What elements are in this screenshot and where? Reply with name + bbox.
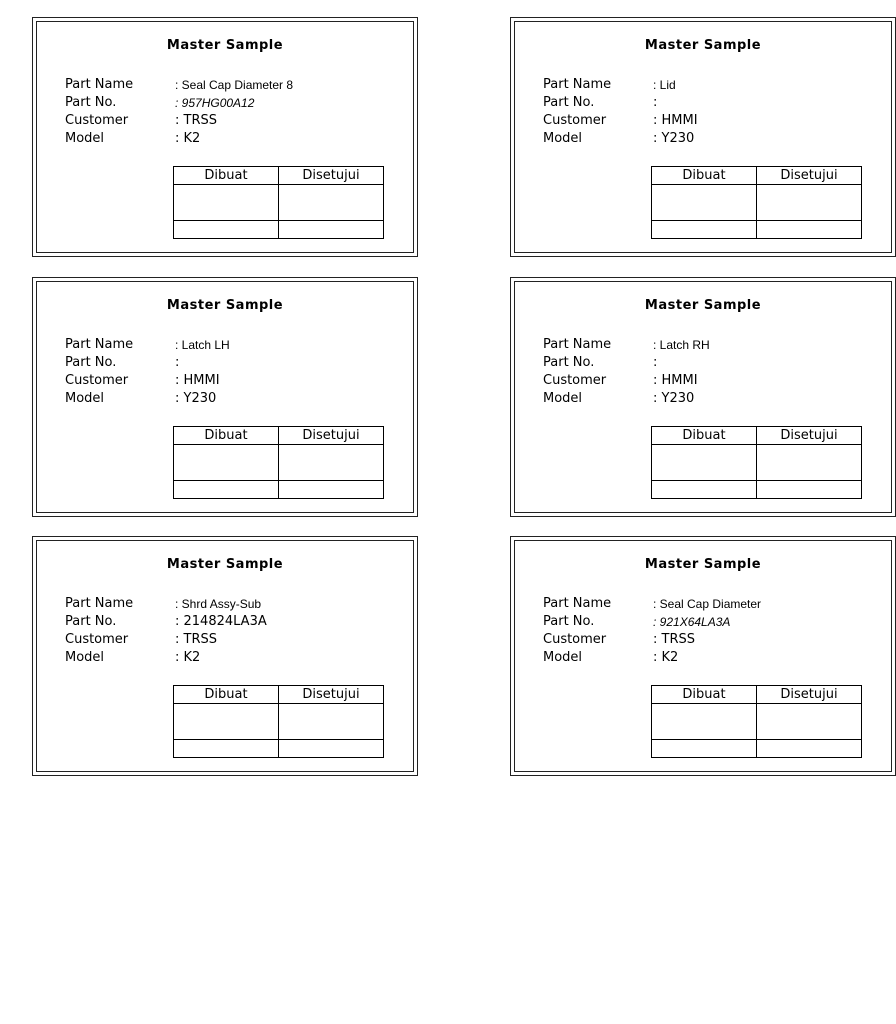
disetujui-signature-cell [757,704,862,740]
card-title: Master Sample [166,298,284,313]
part-no-label: Part No. [65,95,117,110]
disetujui-name-cell [279,481,384,499]
dibuat-signature-cell [174,185,279,221]
dibuat-name-cell [652,740,757,758]
customer-value: : TRSS [175,632,217,647]
customer-value: : TRSS [653,632,695,647]
dibuat-header: Dibuat [652,167,757,185]
approval-table [651,685,862,758]
part-name-label: Part Name [65,337,134,352]
part-no-label: Part No. [65,614,117,629]
dibuat-name-cell [652,481,757,499]
dibuat-header: Dibuat [652,686,757,704]
part-no-label: Part No. [543,95,595,110]
customer-label: Customer [543,113,607,128]
model-label: Model [543,650,583,665]
dibuat-name-cell [174,481,279,499]
card-title: Master Sample [166,38,284,53]
customer-label: Customer [543,373,607,388]
dibuat-signature-cell [174,445,279,481]
model-label: Model [65,650,105,665]
disetujui-signature-cell [757,185,862,221]
master-sample-card-4 [510,277,896,517]
part-name-label: Part Name [543,337,612,352]
part-name-value: : Latch RH [653,338,710,352]
part-no-value: : 214824LA3A [175,614,267,629]
disetujui-name-cell [757,481,862,499]
dibuat-header: Dibuat [174,686,279,704]
model-label: Model [543,131,583,146]
disetujui-header: Disetujui [279,427,384,445]
model-value: : Y230 [653,391,695,406]
dibuat-header: Dibuat [174,427,279,445]
customer-label: Customer [65,373,129,388]
approval-table [173,426,384,499]
model-value: : K2 [175,650,201,665]
part-no-value: : [175,355,180,370]
approval-table [173,685,384,758]
disetujui-name-cell [279,221,384,239]
approval-table [651,426,862,499]
part-no-value: : [653,355,658,370]
disetujui-signature-cell [279,445,384,481]
card-title: Master Sample [166,557,284,572]
card-title: Master Sample [644,298,762,313]
master-sample-card-2 [510,17,896,257]
dibuat-header: Dibuat [174,167,279,185]
customer-label: Customer [543,632,607,647]
customer-value: : HMMI [653,113,698,128]
part-name-value: : Shrd Assy-Sub [175,597,262,611]
disetujui-header: Disetujui [279,167,384,185]
dibuat-signature-cell [652,704,757,740]
dibuat-name-cell [652,221,757,239]
part-name-label: Part Name [543,596,612,611]
disetujui-name-cell [757,740,862,758]
customer-label: Customer [65,632,129,647]
dibuat-header: Dibuat [652,427,757,445]
model-label: Model [65,131,105,146]
model-label: Model [543,391,583,406]
model-value: : Y230 [175,391,217,406]
dibuat-name-cell [174,740,279,758]
disetujui-name-cell [757,221,862,239]
dibuat-signature-cell [652,445,757,481]
part-name-value: : Seal Cap Diameter [653,597,762,611]
disetujui-header: Disetujui [757,686,862,704]
model-label: Model [65,391,105,406]
dibuat-signature-cell [652,185,757,221]
part-no-value: : 957HG00A12 [175,96,255,110]
model-value: : K2 [175,131,201,146]
part-no-label: Part No. [543,614,595,629]
approval-table [651,166,862,239]
model-value: : K2 [653,650,679,665]
master-sample-card-5 [32,536,418,776]
disetujui-signature-cell [279,704,384,740]
disetujui-name-cell [279,740,384,758]
card-title: Master Sample [644,557,762,572]
master-sample-card-6 [510,536,896,776]
disetujui-signature-cell [279,185,384,221]
dibuat-name-cell [174,221,279,239]
part-name-value: : Latch LH [175,338,230,352]
dibuat-signature-cell [174,704,279,740]
master-sample-card-3 [32,277,418,517]
model-value: : Y230 [653,131,695,146]
part-name-label: Part Name [543,77,612,92]
part-no-label: Part No. [543,355,595,370]
part-name-value: : Lid [653,78,676,92]
approval-table [173,166,384,239]
part-no-value: : 921X64LA3A [653,615,731,629]
disetujui-header: Disetujui [757,167,862,185]
customer-value: : TRSS [175,113,217,128]
part-name-label: Part Name [65,596,134,611]
customer-label: Customer [65,113,129,128]
disetujui-header: Disetujui [757,427,862,445]
disetujui-signature-cell [757,445,862,481]
part-no-value: : [653,95,658,110]
part-name-label: Part Name [65,77,134,92]
part-no-label: Part No. [65,355,117,370]
disetujui-header: Disetujui [279,686,384,704]
part-name-value: : Seal Cap Diameter 8 [175,78,294,92]
master-sample-card-1 [32,17,418,257]
customer-value: : HMMI [653,373,698,388]
customer-value: : HMMI [175,373,220,388]
card-title: Master Sample [644,38,762,53]
